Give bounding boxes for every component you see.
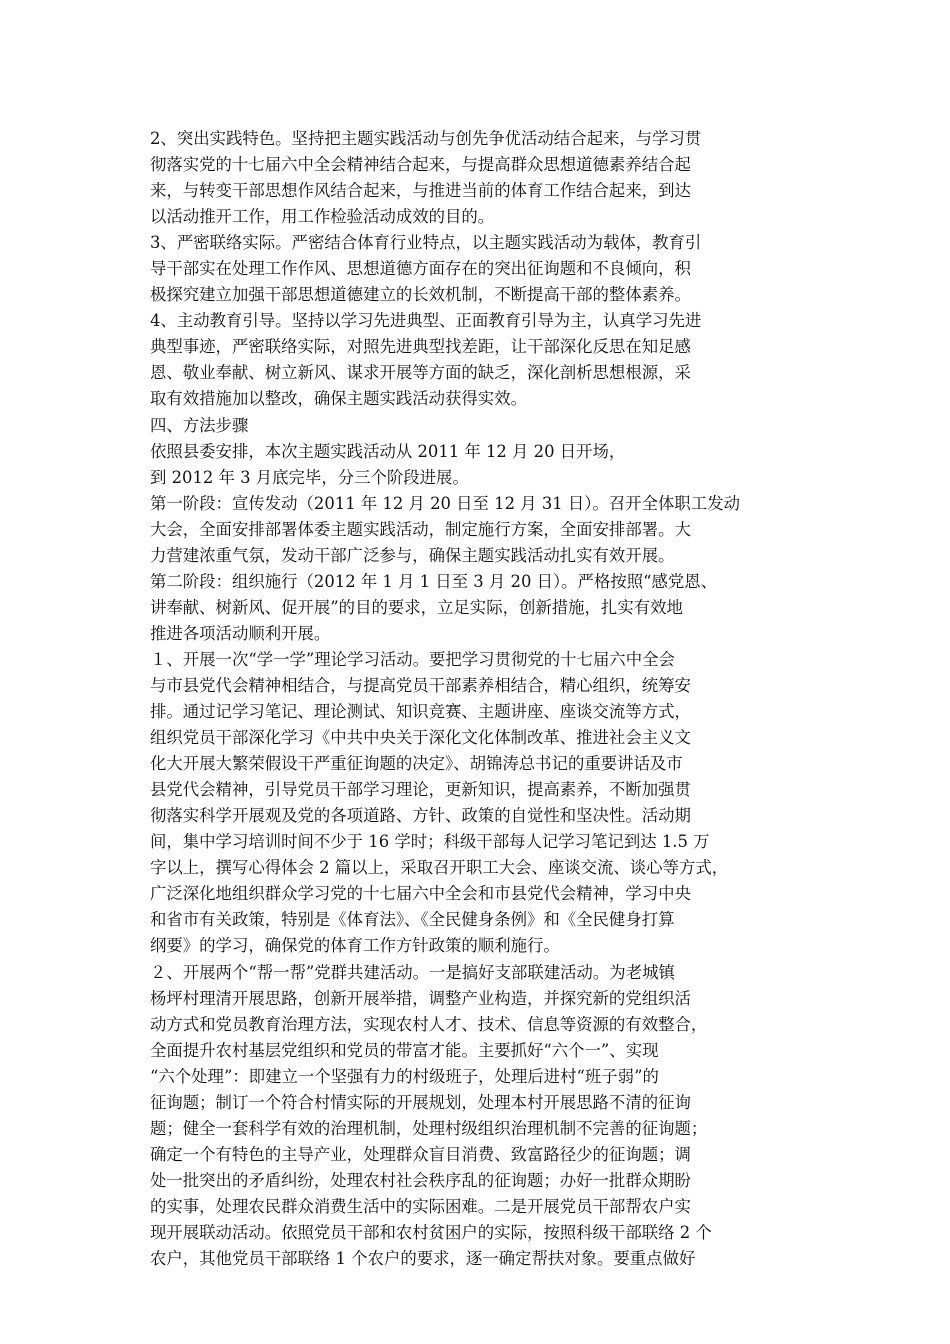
text-line: 到 2012 年 3 月底完毕，分三个阶段进展。 [150, 467, 469, 487]
text-line: 确定一个有特色的主导产业，处理群众盲目消费、致富路径少的征询题；调 [150, 1144, 691, 1164]
text-line: 力营建浓重气氛，发动干部广泛参与，确保主题实践活动扎实有效开展。 [150, 545, 675, 565]
document-body [150, 126, 830, 1272]
text-line: 彻落实党的十七届六中全会精神结合起来，与提高群众思想道德素养结合起 [150, 155, 691, 175]
text-line: 化大开展大繁荣假设干严重征询题的决定》、胡锦涛总书记的重要讲话及市 [150, 754, 683, 774]
text-line: １、开展一次“学一学”理论学习活动。要把学习贯彻党的十七届六中全会 [150, 649, 675, 669]
text-line: 和省市有关政策，特别是《体育法》、《全民健身条例》和《全民健身打算 [150, 910, 675, 930]
text-line: 广泛深化地组织群众学习党的十七届六中全会和市县党代会精神，学习中央 [150, 884, 691, 904]
text-line: 取有效措施加以整改，确保主题实践活动获得实效。 [150, 389, 527, 409]
text-line: 以活动推开工作，用工作检验活动成效的目的。 [150, 207, 495, 227]
text-line: 典型事迹，严密联络实际，对照先进典型找差距，让干部深化反思在知足感 [150, 337, 691, 357]
text-line: 现开展联动活动。依照党员干部和农村贫困户的实际，按照科级干部联络 2 个 [150, 1222, 712, 1242]
text-line: 极探究建立加强干部思想道德建立的长效机制，不断提高干部的整体素养。 [150, 285, 691, 305]
text-line: 依照县委安排，本次主题实践活动从 2011 年 12 月 20 日开场， [150, 441, 626, 461]
text-line: 杨坪村理清开展思路，创新开展举措，调整产业构造，并探究新的党组织活 [150, 988, 691, 1008]
text-line: 全面提升农村基层党组织和党员的带富才能。主要抓好“六个一”、实现 [150, 1040, 659, 1060]
text-line: 题；健全一套科学有效的治理机制，处理村级组织治理机制不完善的征询题； [150, 1118, 708, 1138]
text-line: 排。通过记学习笔记、理论测试、知识竞赛、主题讲座、座谈交流等方式， [150, 702, 691, 722]
text-line: 讲奉献、树新风、促开展”的目的要求，立足实际，创新措施，扎实有效地 [150, 597, 683, 617]
text-line: 大会，全面安排部署体委主题实践活动，制定施行方案，全面安排部署。大 [150, 519, 691, 539]
text-line: 恩、敬业奉献、树立新风、谋求开展等方面的缺乏，深化剖析思想根源，采 [150, 363, 691, 383]
text-line: 导干部实在处理工作作风、思想道德方面存在的突出征询题和不良倾向，积 [150, 259, 691, 279]
text-line: 征询题；制订一个符合村情实际的开展规划，处理本村开展思路不清的征询 [150, 1092, 691, 1112]
text-line: 动方式和党员教育治理方法，实现农村人才、技术、信息等资源的有效整合， [150, 1014, 708, 1034]
text-line: 2、突出实践特色。坚持把主题实践活动与创先争优活动结合起来，与学习贯 [150, 129, 702, 148]
text-line: 纲要》的学习，确保党的体育工作方针政策的顺利施行。 [150, 936, 560, 956]
text-line: 与市县党代会精神相结合，与提高党员干部素养相结合，精心组织，统筹安 [150, 675, 691, 695]
text-line: 的实事，处理农民群众消费生活中的实际困难。二是开展党员干部帮农户实 [150, 1196, 691, 1216]
text-line: 彻落实科学开展观及党的各项道路、方针、政策的自觉性和坚决性。活动期 [150, 806, 691, 826]
section-heading: 四、方法步骤 [150, 415, 249, 435]
text-line: 推进各项活动顺利开展。 [150, 623, 331, 643]
text-line: 第一阶段：宣传发动（2011 年 12 月 20 日至 12 月 31 日）。召开全体职工发动 [150, 493, 740, 513]
text-line: 第二阶段：组织施行（2012 年 1 月 1 日至 3 月 20 日）。严格按照“感党恩、 [150, 571, 718, 591]
text-line: 4、主动教育引导。坚持以学习先进典型、正面教育引导为主，认真学习先进 [150, 311, 702, 331]
text-line: 处一批突出的矛盾纠纷，处理农村社会秩序乱的征询题；办好一批群众期盼 [150, 1170, 691, 1190]
text-line: 县党代会精神，引导党员干部学习理论，更新知识，提高素养，不断加强贯 [150, 780, 691, 800]
text-line: ２、开展两个“帮一帮”党群共建活动。一是搞好支部联建活动。为老城镇 [150, 962, 675, 982]
text-line: “六个处理”：即建立一个坚强有力的村级班子，处理后进村“班子弱”的 [150, 1066, 659, 1086]
text-line: 来，与转变干部思想作风结合起来，与推进当前的体育工作结合起来，到达 [150, 181, 691, 201]
text-line: 字以上，撰写心得体会 2 篇以上，采取召开职工大会、座谈交流、谈心等方式， [150, 858, 729, 878]
text-line: 间，集中学习培训时间不少于 16 学时；科级干部每人记学习笔记到达 1.5 万 [150, 832, 710, 852]
text-line: 3、严密联络实际。严密结合体育行业特点，以主题实践活动为载体，教育引 [150, 233, 702, 253]
text-line: 组织党员干部深化学习《中共中央关于深化文化体制改革、推进社会主义文 [150, 728, 691, 748]
text-line: 农户，其他党员干部联络 1 个农户的要求，逐一确定帮扶对象。要重点做好 [150, 1249, 696, 1269]
